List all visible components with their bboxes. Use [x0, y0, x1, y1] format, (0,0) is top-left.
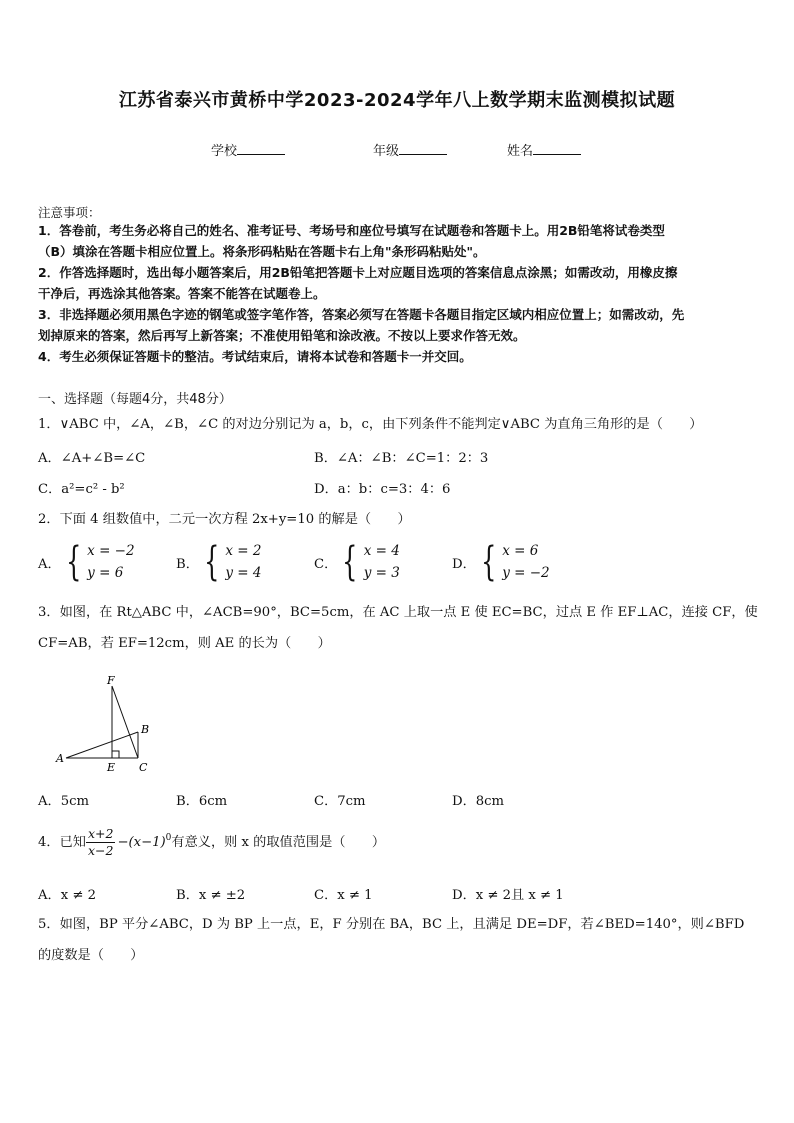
q2-c-line1: x = 4 — [363, 543, 400, 559]
name-label: 姓名 — [507, 144, 534, 159]
q2-option-d — [452, 540, 550, 584]
brace-icon: { — [342, 539, 358, 585]
label-b: B — [141, 723, 150, 736]
q4-option-a: A．x ≠ 2 — [38, 888, 96, 903]
grade-label: 年级 — [373, 144, 400, 159]
q2-option-c-label: C． — [314, 556, 338, 572]
q4-prefix: 4．已知 — [38, 835, 86, 850]
brace-icon: { — [480, 539, 497, 585]
q2-option-a — [38, 540, 135, 584]
q3-triangle-figure — [52, 672, 162, 776]
school-blank — [237, 142, 285, 155]
q4-exponent: 0 — [165, 833, 172, 843]
q4-option-b: B．x ≠ ±2 — [176, 888, 246, 903]
label-a: A — [56, 752, 64, 765]
question-1-stem: 1．∨ABC 中，∠A，∠B，∠C 的对边分别记为 a，b，c，由下列条件不能判定∨ABC 为直角三角形的是（ ） — [38, 417, 703, 432]
school-label: 学校 — [211, 144, 238, 159]
q1-option-d: D．a：b：c=3：4：6 — [314, 482, 451, 497]
q3-option-c: C．7cm — [314, 794, 366, 809]
label-f: F — [107, 674, 115, 687]
q3-option-b: B．6cm — [176, 794, 228, 809]
note-line: 4．考生必须保证答题卡的整洁。考试结束后，请将本试卷和答题卡一并交回。 — [38, 349, 472, 364]
q4-term: −(x−1) — [117, 835, 166, 850]
note-line: 2．作答选择题时，选出每小题答案后，用2B铅笔把答题卡上对应题目选项的答案信息点涂黑；如需改动，用橡皮擦 — [38, 265, 678, 280]
segment-ab — [66, 732, 138, 758]
q4-option-d: D．x ≠ 2且 x ≠ 1 — [452, 888, 564, 903]
exam-title: 江苏省泰兴市黄桥中学2023-2024学年八上数学期末监测模拟试题 — [118, 90, 676, 111]
brace-icon: { — [203, 539, 220, 585]
q1-option-b: B．∠A：∠B：∠C=1：2：3 — [314, 451, 489, 466]
q2-option-a-label: A． — [38, 556, 61, 572]
q2-option-d-label: D． — [452, 556, 476, 572]
question-3-stem-line1: 3．如图，在 Rt△ABC 中，∠ACB=90°，BC=5cm，在 AC 上取一点 E 使 EC=BC，过点 E 作 EF⊥AC，连接 CF，使 — [38, 605, 758, 620]
segment-fc — [112, 686, 138, 758]
label-e: E — [107, 761, 116, 774]
q2-option-b — [176, 540, 261, 584]
q2-a-line2: y = 6 — [87, 565, 124, 581]
right-angle-mark — [112, 751, 119, 758]
brace-icon: { — [65, 539, 82, 585]
name-field — [507, 140, 581, 159]
q2-d-line1: x = 6 — [502, 543, 539, 559]
q2-b-line1: x = 2 — [225, 543, 262, 559]
note-line: 3．非选择题必须用黑色字迹的钢笔或签字笔作答，答案必须写在答题卡各题目指定区域内相应位置上；如需改动，先 — [38, 307, 685, 322]
q2-c-line2: y = 3 — [363, 565, 400, 581]
question-3-stem-line2: CF=AB，若 EF=12cm，则 AE 的长为（ ） — [38, 636, 331, 651]
q2-b-line2: y = 4 — [225, 565, 262, 581]
q2-d-line2: y = −2 — [502, 565, 550, 581]
note-line: （B）填涂在答题卡相应位置上。将条形码粘贴在答题卡右上角"条形码粘贴处"。 — [38, 244, 486, 259]
q4-numerator: x+2 — [87, 826, 114, 841]
q1-option-a: A．∠A+∠B=∠C — [38, 451, 146, 466]
question-2-stem: 2．下面 4 组数值中，二元一次方程 2x+y=10 的解是（ ） — [38, 512, 411, 527]
notes-heading: 注意事项： — [38, 205, 101, 220]
school-field — [211, 140, 285, 159]
q2-option-c — [314, 540, 400, 584]
note-line: 1．答卷前，考生务必将自己的姓名、准考证号、考场号和座位号填写在试题卷和答题卡上。用2B铅笔将试卷类型 — [38, 223, 665, 238]
question-4-stem — [38, 826, 758, 859]
grade-blank — [399, 142, 447, 155]
q3-option-d: D．8cm — [452, 794, 505, 809]
q4-option-c: C．x ≠ 1 — [314, 888, 373, 903]
q3-option-a: A．5cm — [38, 794, 89, 809]
label-c: C — [139, 761, 148, 774]
question-5-stem-line1: 5．如图，BP 平分∠ABC，D 为 BP 上一点，E，F 分别在 BA，BC 上，且满足 DE=DF，若∠BED=140°，则∠BFD — [38, 917, 745, 932]
q1-option-c: C．a²=c² - b² — [38, 482, 125, 497]
question-5-stem-line2: 的度数是（ ） — [38, 948, 144, 963]
note-line: 划掉原来的答案，然后再写上新答案；不准使用铅笔和涂改液。不按以上要求作答无效。 — [38, 328, 526, 343]
q2-option-b-label: B． — [176, 556, 199, 572]
q4-suffix: 有意义，则 x 的取值范围是（ ） — [171, 835, 386, 850]
name-blank — [533, 142, 581, 155]
q2-a-line1: x = −2 — [87, 543, 135, 559]
section-heading: 一、选择题（每题4分，共48分） — [38, 392, 232, 407]
q4-fraction — [86, 826, 115, 859]
q4-denominator: x−2 — [87, 843, 114, 858]
note-line: 干净后，再选涂其他答案。答案不能答在试题卷上。 — [38, 286, 326, 301]
grade-field — [373, 140, 447, 159]
